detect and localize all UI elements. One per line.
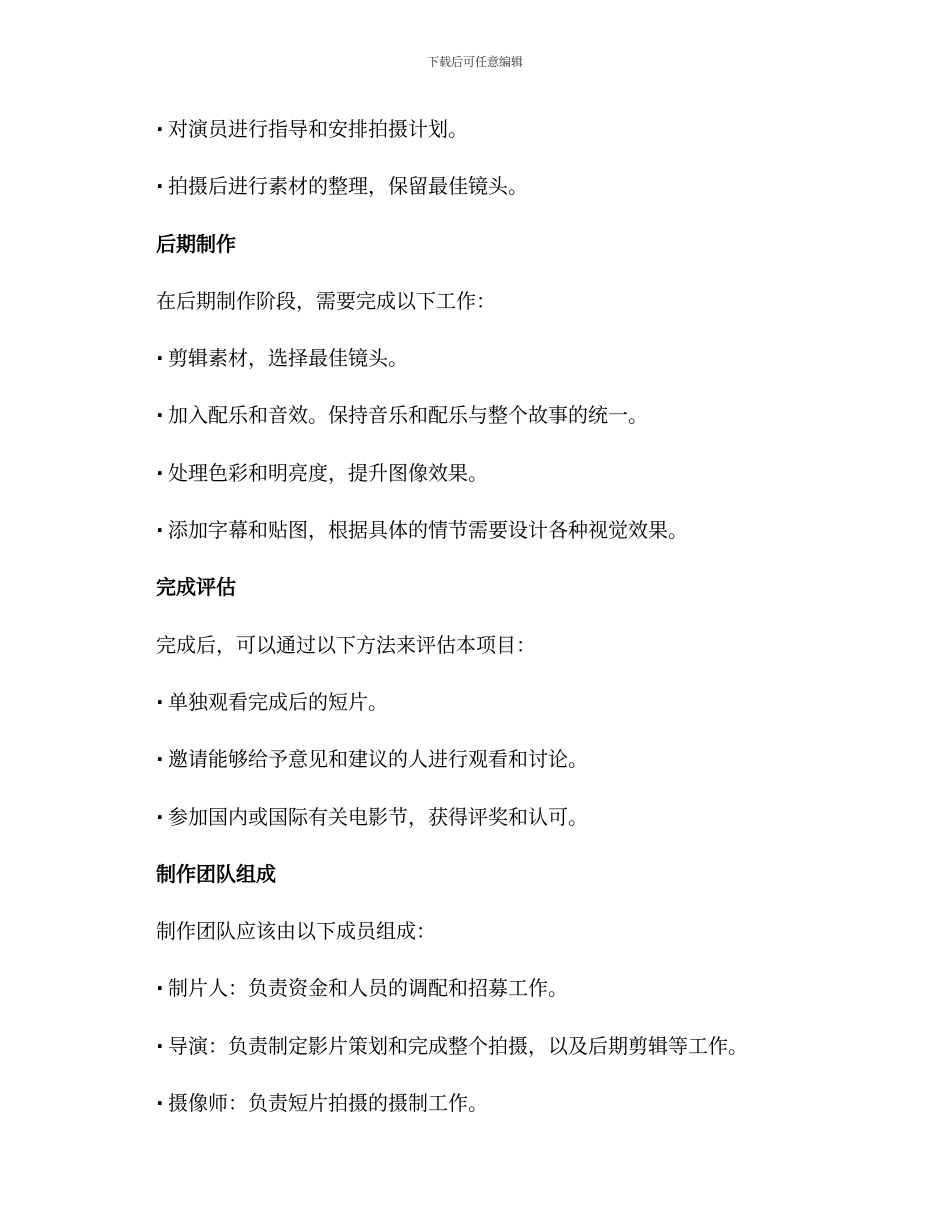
bullet-marker: · — [156, 1033, 164, 1058]
paragraph-text: 在后期制作阶段，需要完成以下工作： — [156, 288, 496, 313]
bullet-marker: · — [156, 117, 164, 141]
paragraph-text: 后期制作 — [156, 231, 236, 256]
bullet-marker: · — [156, 976, 164, 1001]
bullet-item — [156, 344, 856, 372]
bullet-item — [156, 1032, 856, 1060]
bullet-item — [156, 803, 856, 831]
bullet-marker: · — [156, 346, 164, 371]
paragraph-text: 处理色彩和明亮度，提升图像效果。 — [168, 460, 488, 485]
bullet-item — [156, 516, 856, 544]
bullet-marker: · — [156, 747, 164, 772]
paragraph — [156, 917, 856, 945]
bullet-item — [156, 974, 856, 1002]
bullet-marker: · — [156, 1091, 164, 1116]
paragraph — [156, 287, 856, 315]
paragraph — [156, 631, 856, 659]
paragraph-text: 制作团队组成 — [156, 861, 276, 886]
document-body — [156, 115, 856, 1146]
bullet-item — [156, 745, 856, 773]
page-header: 下载后可任意编辑 — [426, 55, 523, 69]
bullet-marker: · — [156, 403, 164, 428]
paragraph-text: 添加字幕和贴图，根据具体的情节需要设计各种视觉效果。 — [168, 518, 688, 543]
paragraph-text: 导演：负责制定影片策划和完成整个拍摄，以及后期剪辑等工作。 — [168, 1033, 748, 1058]
bullet-item — [156, 172, 856, 200]
paragraph-text: 加入配乐和音效。保持音乐和配乐与整个故事的统一。 — [168, 403, 648, 428]
paragraph-text: 完成评估 — [156, 575, 236, 600]
bullet-item — [156, 401, 856, 429]
paragraph-text: 单独观看完成后的短片。 — [168, 689, 388, 714]
bullet-marker: · — [156, 804, 164, 829]
section-heading — [156, 230, 856, 258]
bullet-item — [156, 688, 856, 716]
paragraph-text: 剪辑素材，选择最佳镜头。 — [168, 346, 408, 371]
paragraph-text: 参加国内或国际有关电影节，获得评奖和认可。 — [168, 804, 588, 829]
bullet-marker: · — [156, 174, 164, 199]
paragraph-text: 制作团队应该由以下成员组成： — [156, 919, 436, 944]
paragraph-text: 拍摄后进行素材的整理，保留最佳镜头。 — [168, 174, 528, 199]
bullet-marker: · — [156, 460, 164, 485]
bullet-marker: · — [156, 518, 164, 543]
bullet-marker: · — [156, 689, 164, 714]
bullet-item — [156, 1089, 856, 1117]
paragraph-text: 摄像师：负责短片拍摄的摄制工作。 — [168, 1091, 488, 1116]
section-heading — [156, 573, 856, 601]
bullet-item — [156, 115, 856, 143]
paragraph-text: 制片人：负责资金和人员的调配和招募工作。 — [168, 976, 568, 1001]
paragraph-text: 邀请能够给予意见和建议的人进行观看和讨论。 — [168, 747, 588, 772]
paragraph-text: 对演员进行指导和安排拍摄计划。 — [168, 117, 468, 141]
section-heading — [156, 860, 856, 888]
bullet-item — [156, 459, 856, 487]
paragraph-text: 完成后，可以通过以下方法来评估本项目： — [156, 632, 536, 657]
